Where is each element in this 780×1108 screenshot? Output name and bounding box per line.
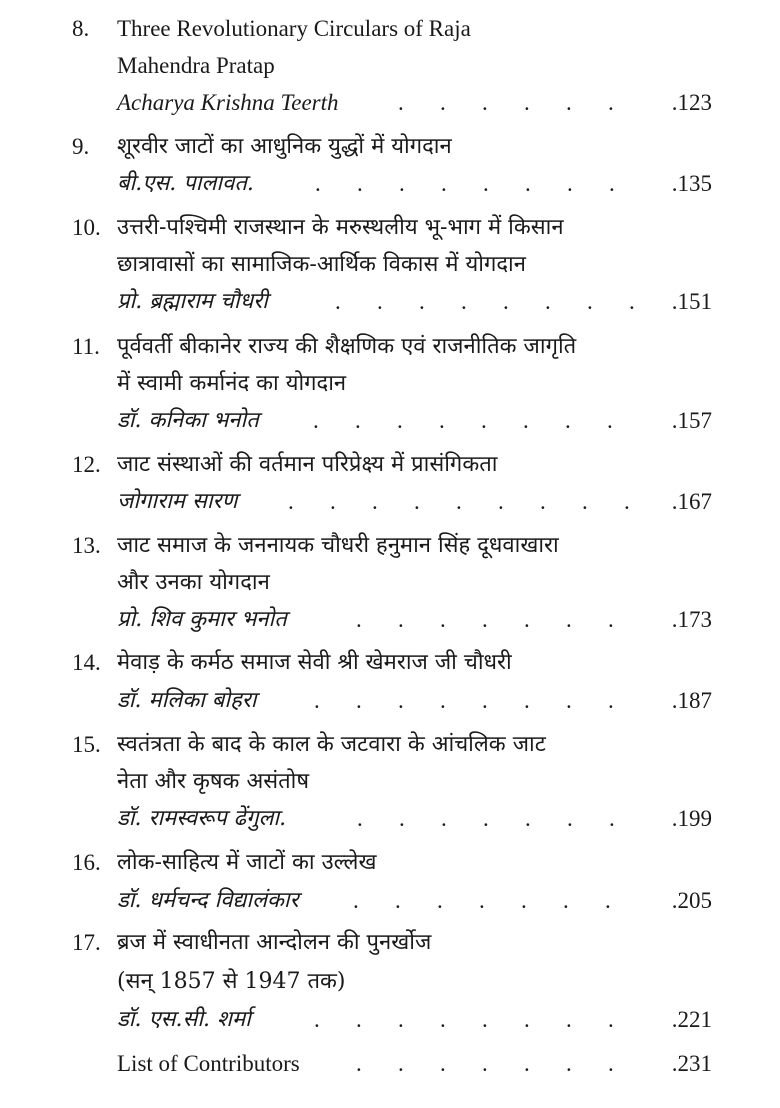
entry-author: डॉ. रामस्वरूप ढेंगुला. — [117, 806, 287, 831]
entry-page-number: .167 — [671, 489, 712, 514]
entry-author: डॉ. एस.सी. शर्मा — [117, 1007, 251, 1032]
contributors-label: List of Contributors — [117, 1051, 300, 1076]
entry-title: में स्वामी कर्मानंद का योगदान — [117, 371, 347, 396]
entry-page-number: .173 — [671, 607, 712, 632]
entry-page-number: .157 — [671, 408, 712, 433]
entry-title: ब्रज में स्वाधीनता आन्दोलन की पुनर्खोज — [117, 930, 432, 955]
entry-page-number: .221 — [671, 1007, 712, 1032]
entry-title: स्वतंत्रता के बाद के काल के जटवारा के आंचलिक जाट — [117, 732, 546, 757]
entry-number: 14. — [72, 650, 101, 675]
entry-number: 9. — [72, 134, 90, 159]
contributors-page-number: .231 — [671, 1051, 712, 1076]
entry-title: Three Revolutionary Circulars of Raja — [117, 16, 471, 41]
entry-page-number: .187 — [671, 688, 712, 713]
entry-author: बी.एस. पालावत. — [117, 171, 254, 196]
entry-title: Mahendra Pratap — [117, 53, 275, 78]
entry-number: 12. — [72, 452, 101, 477]
entry-number: 17. — [72, 930, 101, 955]
entry-page-number: .135 — [671, 171, 712, 196]
entry-title: नेता और कृषक असंतोष — [117, 769, 310, 794]
entry-number: 11. — [72, 334, 100, 359]
entry-number: 15. — [72, 732, 101, 757]
entry-author: डॉ. धर्मचन्द विद्यालंकार — [117, 888, 299, 913]
entry-author: जोगाराम सारण — [117, 489, 238, 514]
entry-title: शूरवीर जाटों का आधुनिक युद्धों में योगदान — [117, 134, 452, 159]
entry-title: (सन् 1857 से 1947 तक) — [117, 969, 346, 994]
entry-title: मेवाड़ के कर्मठ समाज सेवी श्री खेमराज जी चौधरी — [117, 650, 512, 675]
entry-author: प्रो. ब्रह्माराम चौधरी — [117, 289, 268, 314]
entry-title: और उनका योगदान — [117, 570, 270, 595]
entry-number: 13. — [72, 533, 101, 558]
entry-page-number: .123 — [671, 90, 712, 115]
entry-title: जाट संस्थाओं की वर्तमान परिप्रेक्ष्य में प्रासंगिकता — [117, 452, 498, 477]
entry-page-number: .199 — [671, 806, 712, 831]
entry-title: छात्रावासों का सामाजिक-आर्थिक विकास में योगदान — [117, 252, 526, 277]
entry-title: जाट समाज के जननायक चौधरी हनुमान सिंह दूधवाखारा — [117, 533, 559, 558]
entry-author: डॉ. कनिका भनोत — [117, 408, 259, 433]
entry-title: लोक-साहित्य में जाटों का उल्लेख — [117, 850, 377, 875]
entry-author: डॉ. मलिका बोहरा — [117, 688, 257, 713]
entry-author: प्रो. शिव कुमार भनोत — [117, 607, 287, 632]
entry-author: Acharya Krishna Teerth — [117, 90, 339, 115]
entry-number: 16. — [72, 850, 101, 875]
entry-page-number: .205 — [671, 888, 712, 913]
entry-page-number: .151 — [671, 289, 712, 314]
entry-title: पूर्ववर्ती बीकानेर राज्य की शैक्षणिक एवं राजनीतिक जागृति — [117, 334, 577, 359]
entry-number: 10. — [72, 215, 101, 240]
entry-number: 8. — [72, 16, 90, 41]
entry-title: उत्तरी-पश्चिमी राजस्थान के मरुस्थलीय भू-भाग में किसान — [117, 215, 564, 240]
